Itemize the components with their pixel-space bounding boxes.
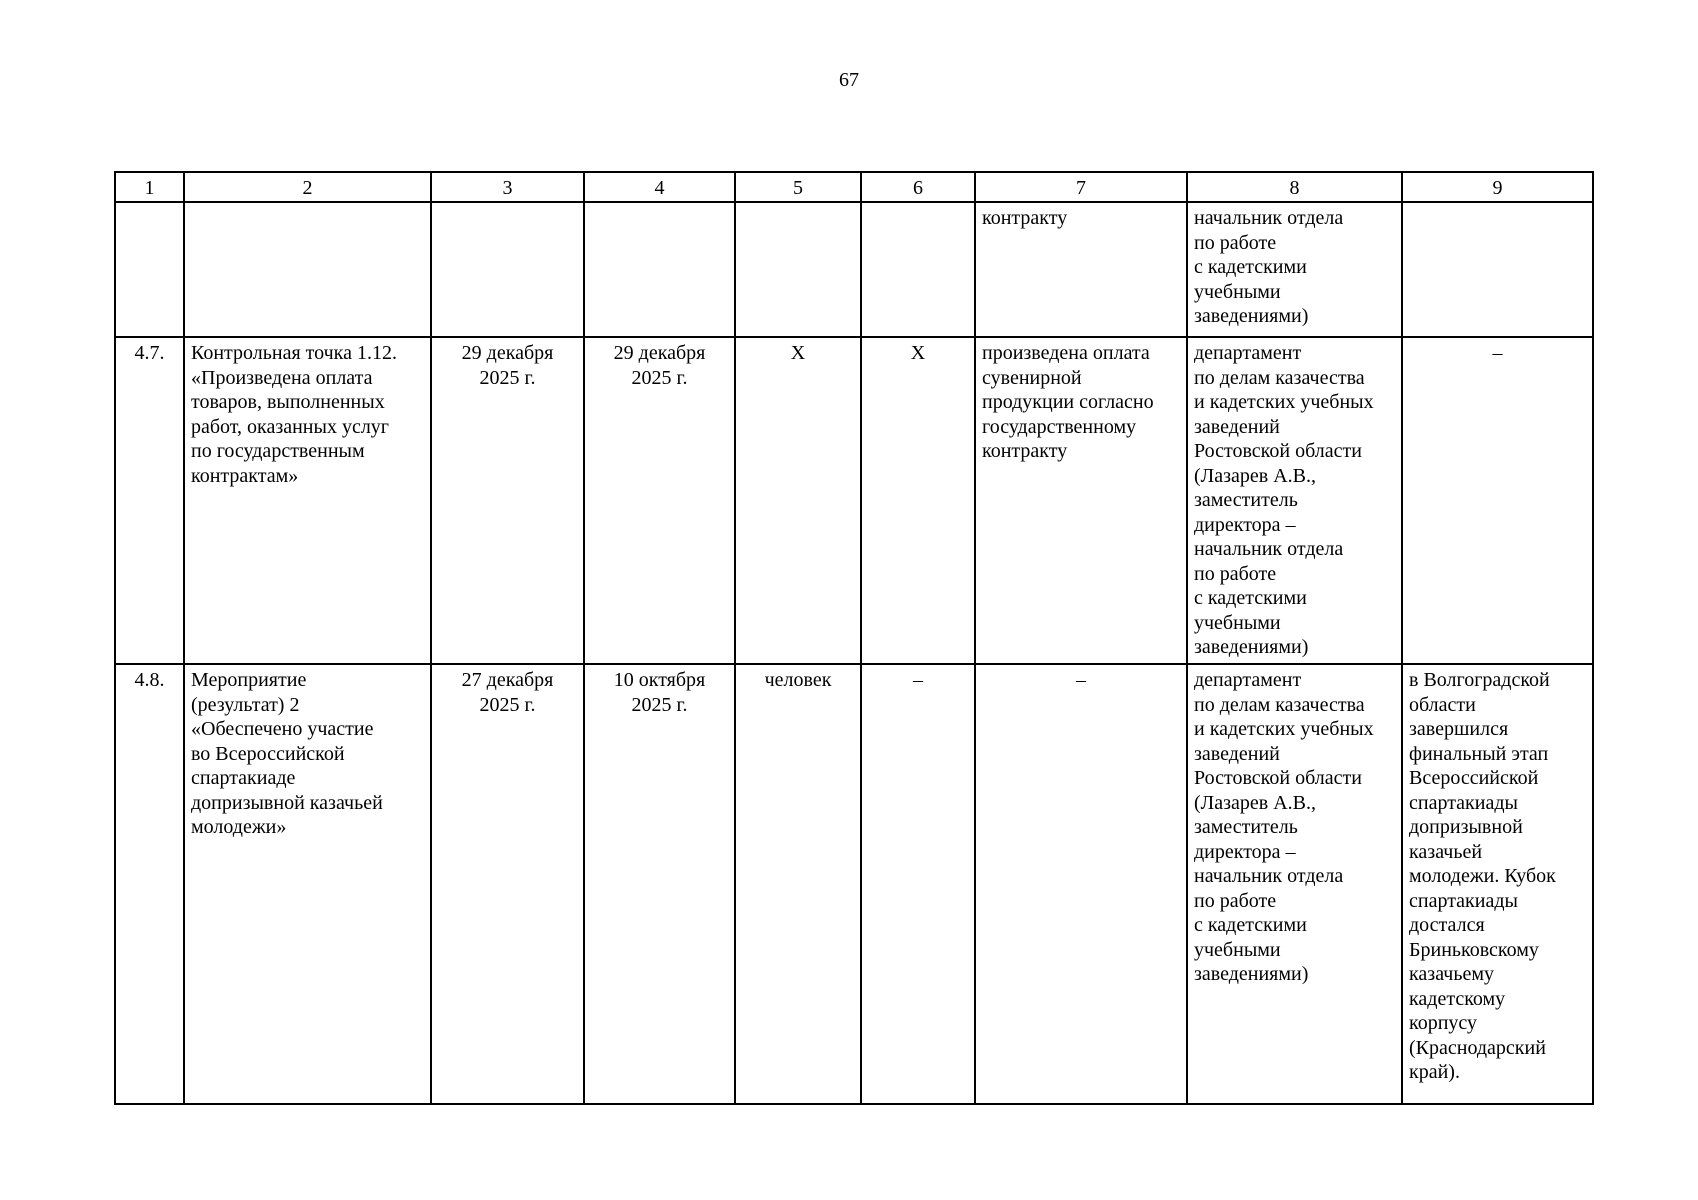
responsible-cell: департамент по делам казачества и кадетских учебных заведений Ростовской области (Лазарев А.В., заместитель директора – начальник отдела по работе с кадетскими учебными заведениями) — [1187, 664, 1402, 1104]
responsible-cell: департамент по делам казачества и кадетских учебных заведений Ростовской области (Лазарев А.В., заместитель директора – начальник отдела по работе с кадетскими учебными заведениями) — [1187, 337, 1402, 664]
item-name-cell: Мероприятие (результат) 2 «Обеспечено участие во Всероссийской спартакиаде допризывной казачьей молодежи» — [184, 664, 431, 1104]
item-name-cell: Контрольная точка 1.12. «Произведена оплата товаров, выполненных работ, оказанных услуг по государственным контрактам» — [184, 337, 431, 664]
end-date-cell: 29 декабря 2025 г. — [584, 337, 735, 664]
row-number-cell: 4.8. — [115, 664, 184, 1104]
value-cell: – — [861, 664, 975, 1104]
start-date-cell: 27 декабря 2025 г. — [431, 664, 584, 1104]
unit-cell: Х — [735, 337, 861, 664]
table-row — [115, 337, 1593, 664]
note-cell: – — [1402, 337, 1593, 664]
start-date-cell — [431, 202, 584, 337]
column-number-cell: 5 — [735, 172, 861, 202]
note-cell: в Волгоградской области завершился финальный этап Всероссийской спартакиады допризывной казачьей молодежи. Кубок спартакиады достался Бриньковскому казачьему кадетскому корпусу (Краснодарский край). — [1402, 664, 1593, 1104]
column-number-cell: 7 — [975, 172, 1187, 202]
column-number-cell: 9 — [1402, 172, 1593, 202]
note-cell — [1402, 202, 1593, 337]
column-number-cell: 1 — [115, 172, 184, 202]
end-date-cell — [584, 202, 735, 337]
result-cell: произведена оплата сувенирной продукции согласно государственному контракту — [975, 337, 1187, 664]
start-date-cell: 29 декабря 2025 г. — [431, 337, 584, 664]
result-cell: – — [975, 664, 1187, 1104]
value-cell: Х — [861, 337, 975, 664]
responsible-cell: начальник отдела по работе с кадетскими учебными заведениями) — [1187, 202, 1402, 337]
result-cell: контракту — [975, 202, 1187, 337]
column-number-cell: 2 — [184, 172, 431, 202]
column-number-cell: 8 — [1187, 172, 1402, 202]
column-number-row — [115, 172, 1593, 202]
item-name-cell — [184, 202, 431, 337]
column-number-cell: 4 — [584, 172, 735, 202]
page-number: 67 — [839, 69, 859, 91]
table-row — [115, 202, 1593, 337]
report-table — [114, 171, 1594, 1105]
column-number-cell: 3 — [431, 172, 584, 202]
end-date-cell: 10 октября 2025 г. — [584, 664, 735, 1104]
row-number-cell — [115, 202, 184, 337]
column-number-cell: 6 — [861, 172, 975, 202]
table-row — [115, 664, 1593, 1104]
value-cell — [861, 202, 975, 337]
row-number-cell: 4.7. — [115, 337, 184, 664]
unit-cell — [735, 202, 861, 337]
unit-cell: человек — [735, 664, 861, 1104]
